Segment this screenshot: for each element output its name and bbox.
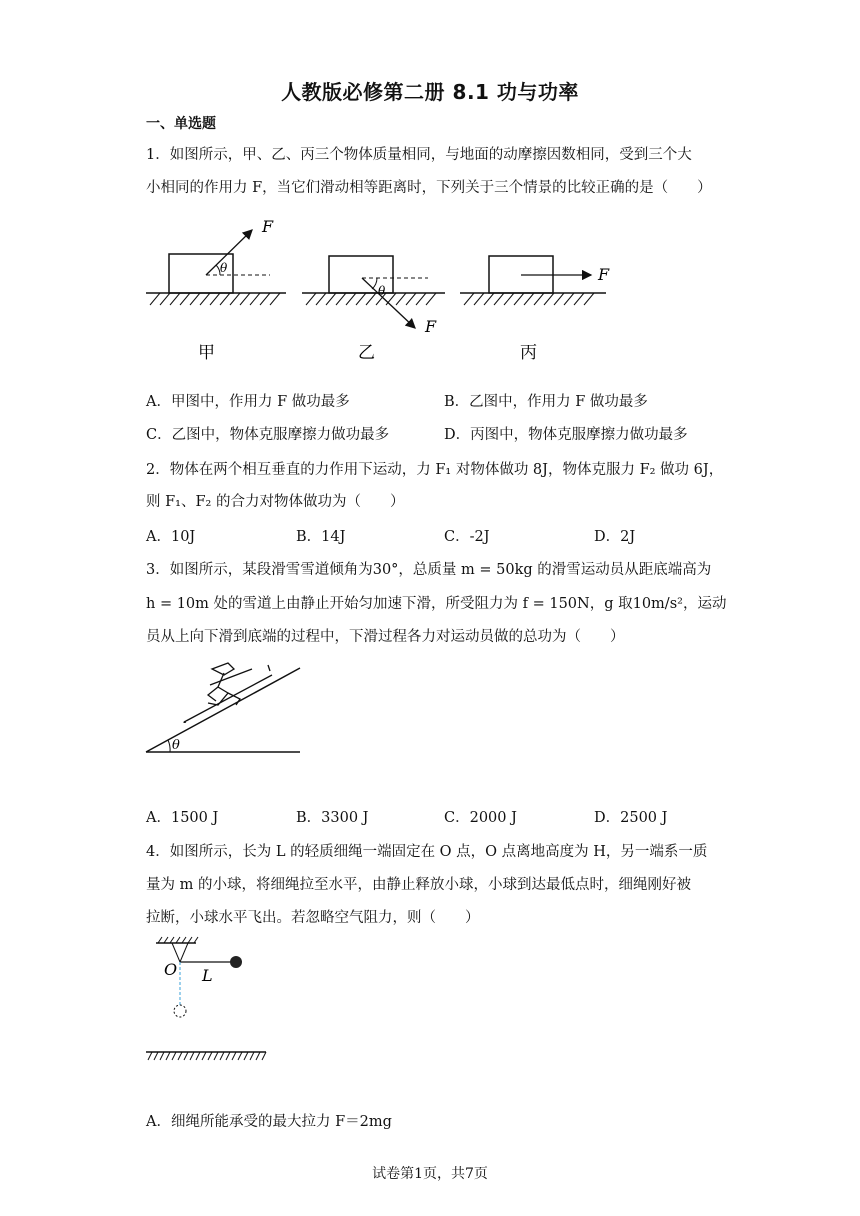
q4-line-3: 拉断，小球水平飞出。若忽略空气阻力，则（ ） — [146, 910, 480, 926]
q3-option-d: D．2500 J — [594, 810, 668, 826]
q1-force-label-yi: F — [425, 317, 437, 336]
figure-yi — [302, 256, 445, 336]
page-title: 人教版必修第二册 8.1 功与功率 — [281, 80, 579, 104]
section-heading: 一、单选题 — [146, 116, 216, 132]
figure-jia — [146, 217, 286, 305]
q3-option-c: C．2000 J — [444, 810, 517, 826]
skier-icon — [184, 663, 272, 722]
q1-line-2: 小相同的作用力 F，当它们滑动相等距离时，下列关于三个情景的比较正确的是（ ） — [146, 180, 712, 196]
q4-line-1: 4．如图所示，长为 L 的轻质细绳一端固定在 O 点，O 点离地高度为 H，另一端系一质 — [146, 844, 708, 860]
q2-option-a: A．10J — [146, 529, 196, 545]
ball-lowest-icon — [174, 1005, 186, 1017]
q2-option-d: D．2J — [594, 529, 636, 545]
figure-label-jia: 甲 — [198, 343, 215, 363]
q1-line-1: 1．如图所示，甲、乙、丙三个物体质量相同，与地面的动摩擦因数相同，受到三个大 — [146, 147, 692, 163]
q3-option-b: B．3300 J — [296, 810, 369, 826]
q1-angle-label: θ — [220, 261, 228, 275]
q4-length-label: L — [202, 966, 213, 985]
q4-option-a: A．细绳所能承受的最大拉力 F＝2mg — [146, 1114, 392, 1130]
q1-option-a: A．甲图中，作用力 F 做功最多 — [146, 394, 350, 410]
q1-force-label-bing: F — [598, 265, 610, 284]
figure-label-yi: 乙 — [358, 343, 375, 363]
q1-figure — [140, 212, 620, 372]
q2-line-1: 2．物体在两个相互垂直的力作用下运动，力 F₁ 对物体做功 8J，物体克服力 F₂ 做功 6J， — [146, 462, 724, 478]
q3-option-a: A．1500 J — [146, 810, 219, 826]
q3-angle-label: θ — [172, 738, 180, 753]
q1-option-c: C．乙图中，物体克服摩擦力做功最多 — [146, 427, 390, 443]
q2-option-b: B．14J — [296, 529, 346, 545]
q1-force-label: F — [262, 217, 274, 236]
q1-angle-label-yi: θ — [378, 284, 386, 298]
q3-line-1: 3．如图所示，某段滑雪雪道倾角为30°，总质量 m = 50kg 的滑雪运动员从距底端高为 — [146, 562, 712, 578]
q2-option-c: C．-2J — [444, 529, 490, 545]
q4-point-label: O — [164, 960, 178, 979]
q1-option-b: B．乙图中，作用力 F 做功最多 — [444, 394, 648, 410]
q4-pendulum-figure — [140, 935, 280, 1065]
ball-icon — [230, 956, 242, 968]
q3-line-3: 员从上向下滑到底端的过程中，下滑过程各力对运动员做的总功为（ ） — [146, 629, 625, 645]
q2-line-2: 则 F₁、F₂ 的合力对物体做功为（ ） — [146, 494, 405, 510]
q1-option-d: D．丙图中，物体克服摩擦力做功最多 — [444, 427, 688, 443]
q4-line-2: 量为 m 的小球，将细绳拉至水平，由静止释放小球，小球到达最低点时，细绳刚好被 — [146, 877, 691, 893]
figure-bing — [460, 256, 610, 305]
page-footer: 试卷第1页，共7页 — [372, 1166, 488, 1182]
figure-label-bing: 丙 — [520, 343, 537, 363]
q3-slope-figure — [140, 655, 310, 765]
q3-line-2: h = 10m 处的雪道上由静止开始匀加速下滑，所受阻力为 f = 150N，g 取10m/s²，运动 — [146, 596, 727, 612]
